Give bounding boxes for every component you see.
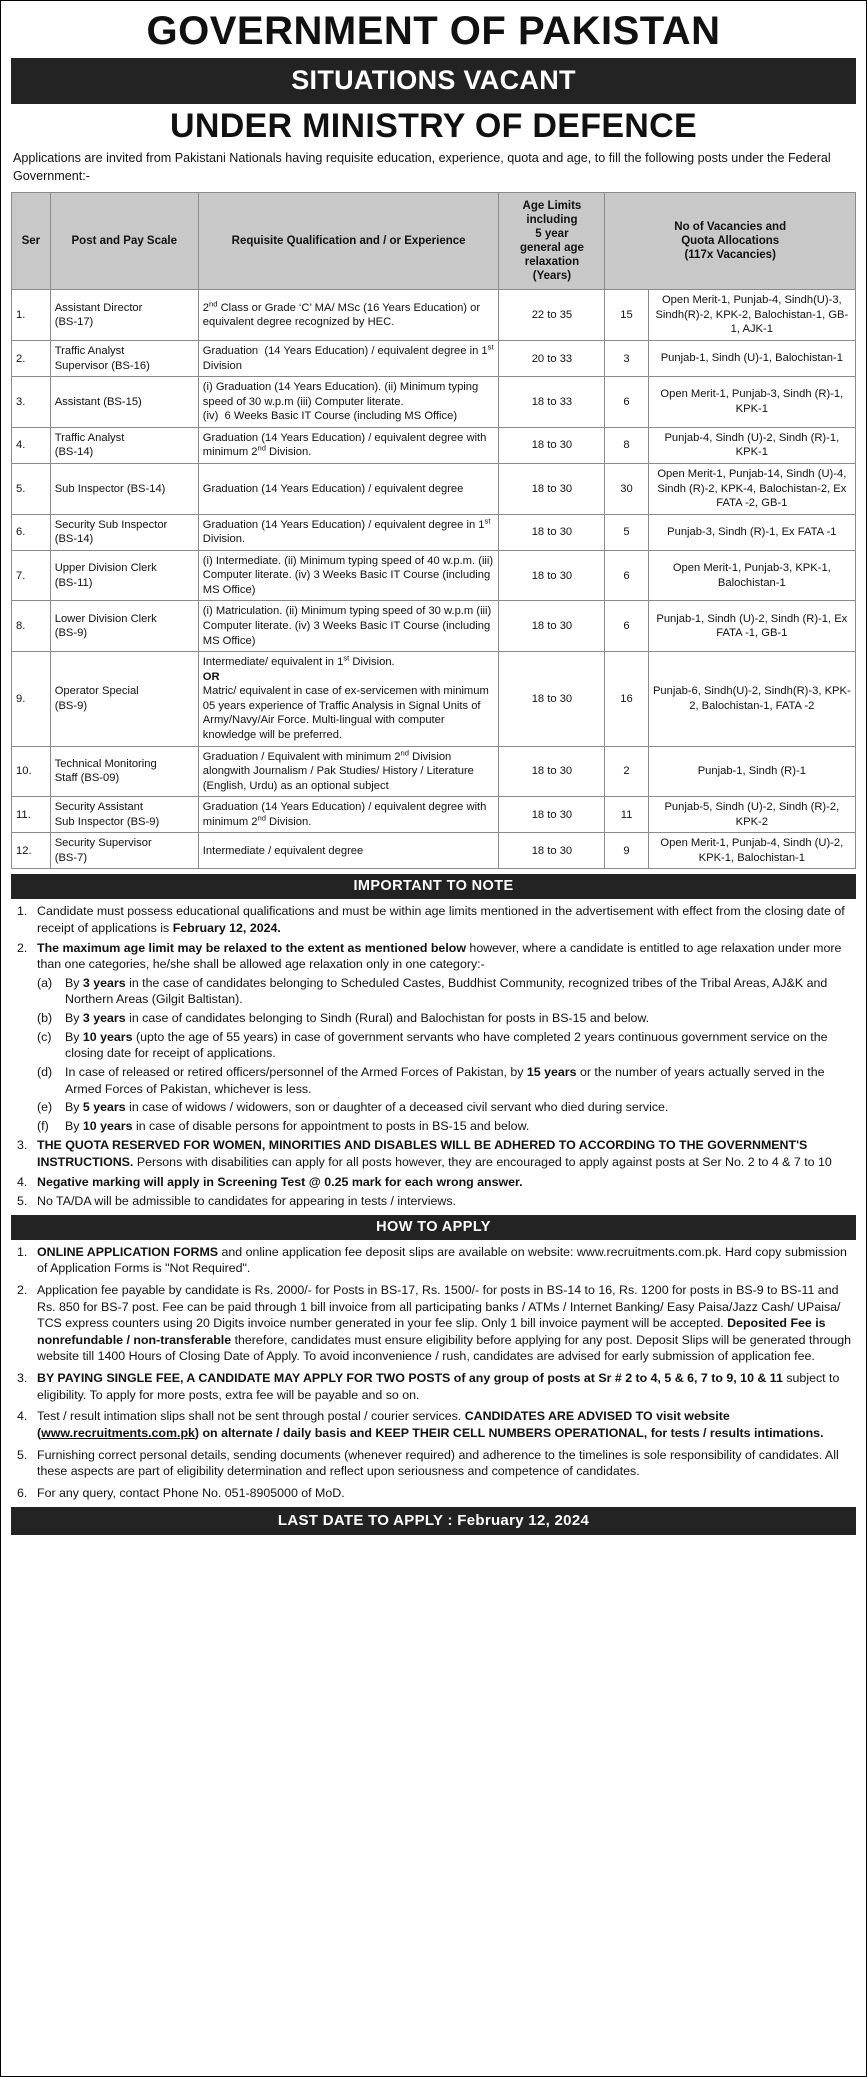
cell-quota: Open Merit-1, Punjab-4, Sindh(U)-3, Sindh(R)-2, KPK-2, Balochistan-1, GB-1, AJK-1 [648,290,855,341]
sub-pre: By [65,1011,83,1026]
apply-bold-fee: Deposited Fee is nonrefundable / non-transferable [37,1316,826,1347]
apply-bold-visit: CANDIDATES ARE ADVISED TO visit website ( [37,1409,730,1440]
age-header-line-2: including [526,214,578,227]
apply-item-4 [11,1408,856,1441]
cell-post [50,797,198,833]
cell-age: 18 to 30 [499,550,605,601]
apply-text-part2: therefore, candidates must ensure eligibility before applying for any post. Deposit Slips will be generated through website till 1400 Hours of Closing Date of Apply. To avoid inconvenience / rush, candidates are advised for early submission of application fee. [37,1332,852,1364]
apply-marker: 2. [17,1283,28,1298]
cell-quota: Punjab-1, Sindh (U)-2, Sindh (R)-1, Ex FATA -1, GB-1 [648,601,855,652]
table-row [12,514,856,550]
sub-item-f [37,1118,856,1135]
recruitments-website-link[interactable]: www.recruitments.com.pk [41,1425,195,1440]
col-header-age-limits [499,193,605,290]
apply-text: subject to eligibility. To apply for more posts, extra fee will be payable and so on. [37,1371,840,1402]
age-header-line-6: (Years) [532,270,572,283]
cell-number: 6 [605,377,648,428]
sub-marker: (d) [37,1064,53,1079]
situations-vacant-banner: SITUATIONS VACANT [11,58,856,104]
cell-post [50,290,198,341]
cell-ser: 1. [12,290,51,341]
sub-marker: (f) [37,1118,49,1133]
post-line-1: Assistant Director [54,301,143,314]
how-to-apply-list [11,1244,856,1502]
age-header-line-5: relaxation [524,256,580,269]
apply-marker: 1. [17,1244,28,1259]
sub-bold: 15 years [526,1064,577,1079]
cell-quota: Punjab-6, Sindh(U)-2, Sindh(R)-3, KPK-2, Balochistan-1, FATA -2 [648,652,855,746]
table-row [12,550,856,601]
note-bold-lead: The maximum age limit may be relaxed to the extent as mentioned below [37,940,466,955]
post-line-1: Security Sub Inspector [54,518,168,531]
cell-age: 18 to 30 [499,601,605,652]
apply-marker: 4. [17,1409,28,1424]
vacancies-header-line-1: No of Vacancies and [674,221,787,234]
apply-text: For any query, contact Phone No. 051-8905000 of MoD. [37,1485,345,1500]
table-row [12,833,856,869]
sub-pre: By [65,1118,83,1133]
apply-bold-tail: ) on alternate / daily basis and KEEP THEIR CELL NUMBERS OPERATIONAL, for tests / results intimations. [194,1425,824,1440]
sub-item-d [37,1064,856,1097]
note-text: Persons with disabilities can apply for all posts however, they are encouraged to apply against posts at Ser No. 2 to 4 & 7 to 10 [133,1154,832,1169]
cell-age: 18 to 30 [499,463,605,514]
note-bold-date: February 12, 2024. [172,921,281,936]
post-line-1: Lower Division Clerk [54,612,157,625]
note-text: No TA/DA will be admissible to candidates for appearing in tests / interviews. [37,1194,456,1209]
post-line-2: (BS-9) [54,699,88,712]
cell-age: 18 to 30 [499,652,605,746]
note-bold-text: Negative marking will apply in Screening Test @ 0.25 mark for each wrong answer. [37,1174,523,1189]
age-header-line-3: 5 year [535,228,569,241]
sub-item-b [37,1010,856,1027]
cell-number: 6 [605,550,648,601]
cell-number: 16 [605,652,648,746]
cell-ser: 8. [12,601,51,652]
ministry-subtitle: UNDER MINISTRY OF DEFENCE [170,106,697,145]
col-header-qualification: Requisite Qualification and / or Experience [198,193,499,290]
cell-number: 5 [605,514,648,550]
cell-ser: 3. [12,377,51,428]
sub-post: in case of disable persons for appointment to posts in BS-15 and below. [132,1118,530,1133]
cell-ser: 11. [12,797,51,833]
last-date-banner: LAST DATE TO APPLY : February 12, 2024 [11,1507,856,1535]
cell-post [50,341,198,377]
cell-qualification: Intermediate/ equivalent in 1st Division. OR Matric/ equivalent in case of ex-servicemen with minimum 05 years experience of Traffic Analysis in Signal Units of Army/Navy/Air Force. Multi-lingual with computer knowledge will be preferred. [198,652,499,746]
table-row [12,652,856,746]
apply-bold-lead: ONLINE APPLICATION FORMS [37,1244,219,1259]
apply-item-1 [11,1244,856,1277]
sub-marker: (a) [37,975,53,990]
note-bold-lead: THE QUOTA RESERVED FOR WOMEN, MINORITIES AND DISABLES WILL BE ADHERED TO ACCORDING TO THE GOVERNMENT'S INSTRUCTIONS. [37,1138,808,1169]
cell-number: 9 [605,833,648,869]
apply-marker: 3. [17,1371,28,1386]
cell-quota: Open Merit-1, Punjab-3, KPK-1, Balochistan-1 [648,550,855,601]
note-item-3 [11,1137,856,1170]
cell-qualification: Intermediate / equivalent degree [198,833,499,869]
cell-post [50,652,198,746]
cell-ser: 10. [12,746,51,797]
cell-ser: 9. [12,652,51,746]
cell-age: 18 to 30 [499,833,605,869]
post-line-2: Staff (BS-09) [54,772,120,785]
cell-age: 18 to 30 [499,797,605,833]
post-line-2: (BS-7) [54,851,88,864]
cell-quota: Open Merit-1, Punjab-4, Sindh (U)-2, KPK-1, Balochistan-1 [648,833,855,869]
posts-table [11,192,856,869]
cell-qualification: Graduation (14 Years Education) / equivalent degree with minimum 2nd Division. [198,427,499,463]
posts-table-body [12,290,856,869]
apply-text: Furnishing correct personal details, sending documents (whenever required) and adherence to the timelines is sole responsibility of candidates. All these aspects are part of eligibility determination and reflect upon seriousness and competence of candidates. [37,1447,839,1479]
note-marker: 5. [17,1194,28,1209]
cell-quota: Punjab-5, Sindh (U)-2, Sindh (R)-2, KPK-2 [648,797,855,833]
post-line-1: Technical Monitoring [54,757,157,770]
vacancies-header-line-2: Quota Allocations [681,235,780,248]
cell-post: Sub Inspector (BS-14) [50,463,198,514]
cell-quota: Punjab-1, Sindh (R)-1 [648,746,855,797]
cell-qualification: Graduation (14 Years Education) / equivalent degree in 1st Division [198,341,499,377]
cell-qualification: 2nd Class or Grade ‘C’ MA/ MSc (16 Years Education) or equivalent degree recognized by HEC. [198,290,499,341]
post-line-2: (BS-14) [54,446,94,459]
cell-age: 18 to 30 [499,746,605,797]
apply-marker: 6. [17,1485,28,1500]
sub-pre: By [65,1100,83,1115]
note-marker: 1. [17,904,28,919]
apply-item-2 [11,1282,856,1365]
cell-number: 30 [605,463,648,514]
sub-bold: 3 years [82,1011,126,1026]
cell-quota: Open Merit-1, Punjab-3, Sindh (R)-1, KPK-1 [648,377,855,428]
cell-ser: 7. [12,550,51,601]
cell-post [50,514,198,550]
cell-ser: 6. [12,514,51,550]
cell-number: 15 [605,290,648,341]
note-marker: 3. [17,1138,28,1153]
sub-post: in case of widows / widowers, son or daughter of a deceased civil servant who died during service. [125,1100,669,1115]
cell-post [50,601,198,652]
sub-marker: (c) [37,1029,52,1044]
cell-post: Assistant (BS-15) [50,377,198,428]
vacancies-header-line-3: (117x Vacancies) [684,249,776,262]
post-line-2: (BS-14) [54,533,94,546]
page-title: GOVERNMENT OF PAKISTAN [146,9,721,53]
cell-qualification: Graduation / Equivalent with minimum 2nd Division alongwith Journalism / Pak Studies/ History / Literature (English, Urdu) as an optional subject [198,746,499,797]
cell-age: 20 to 33 [499,341,605,377]
sub-marker: (b) [37,1011,53,1026]
post-line-1: Upper Division Clerk [54,562,157,575]
note-2-subitems [37,975,856,1134]
sub-bold: 10 years [82,1029,133,1044]
apply-text: and online application fee deposit slips are available on website: www.recruitments.com.pk. Hard copy submission of Application Forms is "Not Required". [37,1244,847,1276]
note-marker: 4. [17,1174,28,1189]
cell-quota: Punjab-4, Sindh (U)-2, Sindh (R)-1, KPK-1 [648,427,855,463]
apply-bold-single-fee: BY PAYING SINGLE FEE, A CANDIDATE MAY APPLY FOR TWO POSTS [37,1371,451,1386]
post-line-1: Operator Special [54,685,139,698]
cell-number: 6 [605,601,648,652]
sub-bold: 10 years [82,1118,133,1133]
cell-qualification: (i) Intermediate. (ii) Minimum typing speed of 40 w.p.m. (iii) Computer literate. (iv) 3 Weeks Basic IT Course (including MS Office) [198,550,499,601]
post-line-2: (BS-11) [54,576,93,589]
table-row [12,427,856,463]
sub-post: (upto the age of 55 years) in case of government servants who have completed 2 years continuous government service on the closing date for receipt of applications. [65,1029,828,1061]
cell-number: 11 [605,797,648,833]
sub-bold: 3 years [82,975,126,990]
cell-age: 18 to 33 [499,377,605,428]
cell-number: 8 [605,427,648,463]
table-row [12,290,856,341]
note-item-2 [11,940,856,1135]
post-line-2: Supervisor (BS-16) [54,359,150,372]
apply-item-6 [11,1485,856,1502]
table-row [12,341,856,377]
note-text: Candidate must possess educational qualifications and must be within age limits mentioned in the advertisement with effect from the closing date of receipt of applications is [37,904,845,936]
cell-post [50,427,198,463]
table-row [12,746,856,797]
cell-ser: 4. [12,427,51,463]
cell-age: 22 to 35 [499,290,605,341]
apply-marker: 5. [17,1447,28,1462]
cell-qualification: (i) Matriculation. (ii) Minimum typing speed of 30 w.p.m (iii) Computer literate. (iv) 3 Weeks Basic IT Course (including MS Office) [198,601,499,652]
table-row [12,377,856,428]
cell-age: 18 to 30 [499,427,605,463]
post-line-1: Security Supervisor [54,837,152,850]
sub-item-a [37,975,856,1008]
cell-number: 3 [605,341,648,377]
apply-text-part1: Application fee payable by candidate is Rs. 2000/- for Posts in BS-17, Rs. 1500/- for posts in BS-14 to 16, Rs. 1200 for posts in BS-9 to BS-11 and Rs. 850 for BS-7 post. Fee can be paid through 1 bill invoice from all participating banks / ATMs / Internet Banking/ Easy Paisa/Jazz Cash/ UPaisa/ TCS express counters using 20 Digits invoice number generated in your fee slip. Only 1 bill invoice payment will be accepted. [37,1283,841,1331]
apply-bold-groups: of any group of posts at Sr # 2 to 4, 5 & 6, 7 to 9, 10 & 11 [450,1371,787,1386]
cell-post [50,550,198,601]
sub-pre: By [65,1029,83,1044]
apply-item-5 [11,1447,856,1480]
sub-post: or the number of years actually served in the Armed Forces of Pakistan, whichever is less. [65,1064,825,1096]
cell-qualification: (i) Graduation (14 Years Education). (ii) Minimum typing speed of 30 w.p.m (iii) Computer literate. (iv) 6 Weeks Basic IT Course (including MS Office) [198,377,499,428]
sub-pre: In case of released or retired officers/personnel of the Armed Forces of Pakistan, by [65,1064,527,1079]
sub-marker: (e) [37,1100,53,1115]
table-row [12,601,856,652]
age-header-line-4: general age [519,242,584,255]
sub-pre: By [65,975,83,990]
cell-qualification: Graduation (14 Years Education) / equivalent degree with minimum 2nd Division. [198,797,499,833]
sub-item-c [37,1029,856,1062]
post-line-2: (BS-17) [54,316,94,329]
post-line-2: (BS-9) [54,627,88,640]
note-marker: 2. [17,940,28,955]
age-header-line-1: Age Limits [522,200,582,213]
intro-paragraph: Applications are invited from Pakistani Nationals having requisite education, experience, quota and age, to fill the following posts under the Federal Government:- [13,151,831,183]
apply-item-3 [11,1370,856,1403]
cell-number: 2 [605,746,648,797]
note-item-5 [11,1193,856,1210]
sub-bold: 5 years [82,1100,126,1115]
table-header-row [12,193,856,290]
post-line-1: Security Assistant [54,801,144,814]
apply-text-part1: Test / result intimation slips shall not be sent through postal / courier services. [37,1409,465,1424]
cell-ser: 5. [12,463,51,514]
col-header-vacancies [605,193,856,290]
sub-post: in the case of candidates belonging to Scheduled Castes, Buddhist Community, recognized tribes of the Tribal Areas, AJ&K and Northern Areas (Gilgit Baltistan). [65,975,828,1007]
post-line-1: Traffic Analyst [54,431,125,444]
important-notes-list [11,903,856,1209]
cell-quota: Punjab-3, Sindh (R)-1, Ex FATA -1 [648,514,855,550]
sub-post: in case of candidates belonging to Sindh (Rural) and Balochistan for posts in BS-15 and below. [125,1011,650,1026]
cell-qualification: Graduation (14 Years Education) / equivalent degree [198,463,499,514]
cell-post [50,833,198,869]
cell-post [50,746,198,797]
post-line-2: Sub Inspector (BS-9) [54,815,160,828]
cell-ser: 12. [12,833,51,869]
cell-quota: Open Merit-1, Punjab-14, Sindh (U)-4, Sindh (R)-2, KPK-4, Balochistan-2, Ex FATA -2, GB-1 [648,463,855,514]
post-line-1: Traffic Analyst [54,345,125,357]
cell-qualification: Graduation (14 Years Education) / equivalent degree in 1st Division. [198,514,499,550]
cell-age: 18 to 30 [499,514,605,550]
note-item-1 [11,903,856,936]
table-row [12,463,856,514]
sub-item-e [37,1099,856,1116]
how-to-apply-heading: HOW TO APPLY [11,1215,856,1240]
table-row [12,797,856,833]
col-header-post: Post and Pay Scale [50,193,198,290]
note-text: however, where a candidate is entitled to age relaxation under more than one categories, he/she shall be allowed age relaxation only in one category:- [37,940,842,972]
col-header-ser: Ser [12,193,51,290]
cell-ser: 2. [12,341,51,377]
important-to-note-heading: IMPORTANT TO NOTE [11,874,856,899]
cell-quota: Punjab-1, Sindh (U)-1, Balochistan-1 [648,341,855,377]
note-item-4 [11,1174,856,1191]
